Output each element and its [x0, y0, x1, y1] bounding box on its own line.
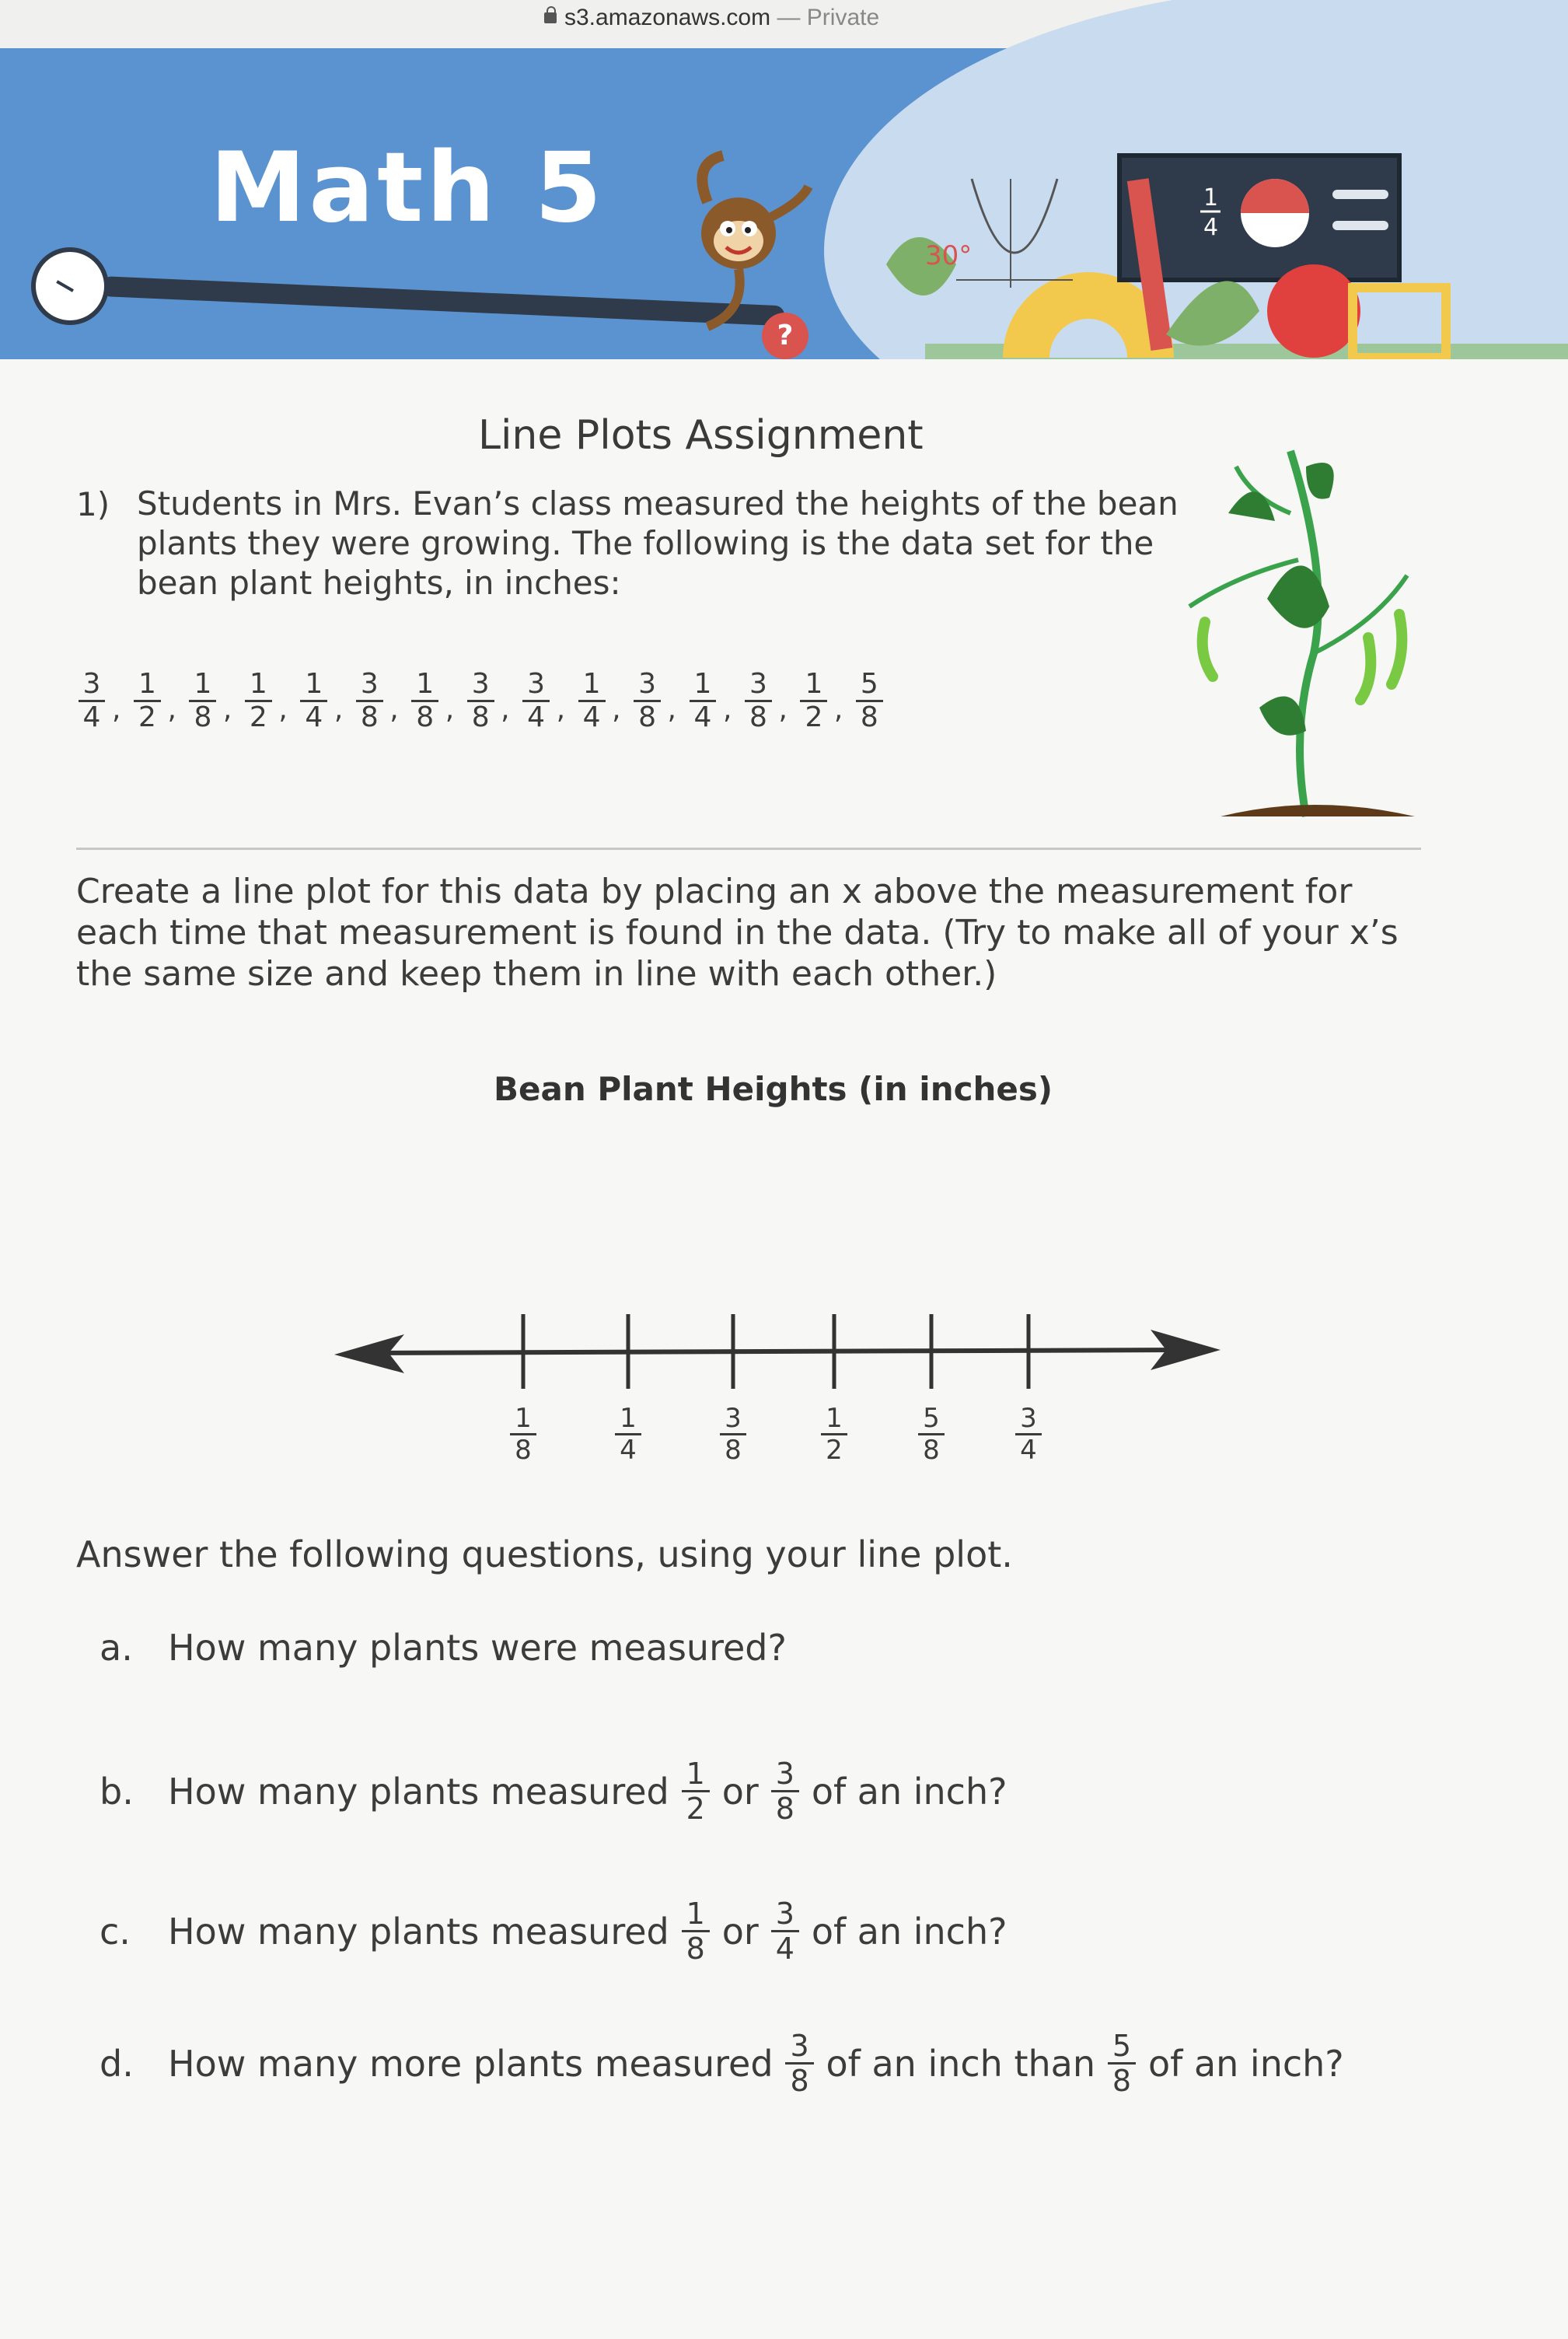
denominator: 8	[356, 700, 383, 733]
numerator: 3	[1020, 1403, 1037, 1434]
comma-separator: ,	[722, 694, 732, 725]
question-b-label: b.	[100, 1770, 134, 1813]
data-value	[521, 669, 552, 733]
apple-icon	[1267, 264, 1360, 358]
data-value	[576, 669, 607, 733]
question-a-label: a.	[100, 1627, 133, 1669]
question-b-connector: or	[721, 1770, 759, 1813]
numerator: 1	[582, 668, 601, 700]
numerator: 1	[686, 1757, 705, 1791]
denominator: 8	[411, 700, 438, 733]
comma-separator: ,	[278, 694, 288, 725]
comma-separator: ,	[222, 694, 232, 725]
question-1-number: 1)	[76, 485, 110, 523]
question-c-label: c.	[100, 1910, 131, 1953]
question-c-fraction-1	[680, 1897, 711, 1965]
denominator: 4	[522, 700, 550, 733]
bean-plant-icon	[1174, 420, 1423, 824]
data-value	[742, 669, 774, 733]
comma-separator: ,	[334, 694, 344, 725]
numerator: 1	[138, 668, 156, 700]
tick-label	[819, 1404, 850, 1465]
question-a	[100, 1627, 787, 1669]
question-d-connector: of an inch than	[826, 2042, 1095, 2085]
comma-separator: ,	[833, 694, 843, 725]
data-value	[798, 669, 829, 733]
help-button[interactable]: ?	[762, 313, 808, 359]
url-text: s3.amazonaws.com	[564, 5, 771, 30]
clock-icon	[31, 247, 109, 325]
comma-separator: ,	[167, 694, 176, 725]
numerator: 3	[749, 668, 767, 700]
question-c	[100, 1897, 1008, 1965]
denominator: 2	[682, 1790, 710, 1825]
monkey-mascot-icon	[661, 148, 816, 334]
numerator: 1	[515, 1403, 532, 1434]
data-value	[465, 669, 496, 733]
data-value	[76, 669, 107, 733]
denominator: 4	[771, 1930, 799, 1965]
question-1-text: Students in Mrs. Evan’s class measured the heights of the bean plants they were growing. The following is the data set for the bean plant heights, in inches:	[137, 484, 1179, 602]
denominator: 8	[634, 700, 661, 733]
numerator: 1	[194, 668, 212, 700]
data-value	[854, 669, 885, 733]
numerator: 5	[1112, 2029, 1132, 2063]
denominator: 8	[720, 1433, 746, 1465]
denominator: 2	[134, 700, 161, 733]
question-b-fraction-1	[680, 1757, 711, 1825]
section-divider	[76, 848, 1421, 850]
tick-fraction	[718, 1404, 749, 1465]
numerator: 3	[775, 1757, 794, 1791]
denominator: 4	[300, 700, 327, 733]
data-value	[687, 669, 718, 733]
question-d-label: d.	[100, 2042, 134, 2085]
denominator: 2	[821, 1433, 847, 1465]
tick-fraction	[1013, 1404, 1044, 1465]
denominator: 4	[79, 700, 106, 733]
private-label: — Private	[777, 5, 880, 30]
tick-fraction	[916, 1404, 947, 1465]
answer-instructions: Answer the following questions, using your line plot.	[76, 1533, 1013, 1575]
denominator: 4	[578, 700, 606, 733]
numerator: 1	[249, 668, 267, 700]
numerator: 1	[693, 668, 712, 700]
page-title: Math 5	[210, 132, 606, 244]
address-bar[interactable]	[544, 5, 879, 31]
numerator: 3	[471, 668, 490, 700]
numerator: 5	[860, 668, 878, 700]
question-d-fraction-2	[1106, 2030, 1137, 2097]
line-plot-title: Bean Plant Heights (in inches)	[494, 1070, 1053, 1108]
question-b	[100, 1757, 1008, 1825]
comma-separator: ,	[667, 694, 676, 725]
denominator: 8	[856, 700, 883, 733]
numerator: 3	[725, 1403, 742, 1434]
data-set	[76, 669, 885, 746]
angle-label: 30°	[925, 240, 973, 271]
comma-separator: ,	[445, 694, 455, 725]
comma-separator: ,	[501, 694, 510, 725]
leaf-icon	[1166, 281, 1259, 345]
question-a-text: How many plants were measured?	[168, 1627, 787, 1669]
numerator: 1	[416, 668, 435, 700]
numerator: 1	[620, 1403, 637, 1434]
numerator: 1	[805, 668, 823, 700]
denominator: 8	[771, 1790, 799, 1825]
worksheet-title: Line Plots Assignment	[478, 412, 924, 459]
denominator: 8	[1108, 2062, 1136, 2097]
numerator: 1	[826, 1403, 843, 1434]
data-value	[243, 669, 274, 733]
numerator: 3	[82, 668, 101, 700]
number-line[interactable]	[334, 1306, 1221, 1400]
chalkboard-fraction-den: 4	[1203, 214, 1219, 241]
numerator: 3	[790, 2029, 809, 2063]
numerator: 3	[775, 1897, 794, 1931]
comma-separator: ,	[112, 694, 121, 725]
question-c-suffix: of an inch?	[811, 1910, 1008, 1953]
data-value	[354, 669, 385, 733]
comma-separator: ,	[778, 694, 787, 725]
comma-separator: ,	[389, 694, 399, 725]
tick-label	[718, 1404, 749, 1465]
question-b-text: How many plants measured	[168, 1770, 669, 1813]
denominator: 8	[745, 700, 772, 733]
denominator: 8	[189, 700, 216, 733]
data-value	[299, 669, 330, 733]
question-d	[100, 2030, 1344, 2097]
tick-label	[916, 1404, 947, 1465]
denominator: 4	[690, 700, 717, 733]
lock-icon	[544, 12, 557, 23]
numerator: 5	[923, 1403, 940, 1434]
denominator: 4	[1015, 1433, 1042, 1465]
question-b-fraction-2	[770, 1757, 801, 1825]
data-value	[632, 669, 663, 733]
tick-label	[613, 1404, 644, 1465]
numerator: 3	[527, 668, 546, 700]
question-d-fraction-1	[784, 2030, 815, 2097]
data-value	[131, 669, 162, 733]
question-c-fraction-2	[770, 1897, 801, 1965]
tick-fraction	[819, 1404, 850, 1465]
numerator: 1	[305, 668, 323, 700]
numerator: 1	[686, 1897, 705, 1931]
denominator: 2	[245, 700, 272, 733]
denominator: 8	[918, 1433, 945, 1465]
number-line-axis	[365, 1350, 1182, 1353]
tick-fraction	[508, 1404, 539, 1465]
denominator: 4	[615, 1433, 641, 1465]
question-c-text: How many plants measured	[168, 1910, 669, 1953]
denominator: 2	[800, 700, 827, 733]
denominator: 8	[510, 1433, 536, 1465]
data-value	[187, 669, 218, 733]
denominator: 8	[785, 2062, 813, 2097]
numerator: 3	[638, 668, 656, 700]
tick-label	[1013, 1404, 1044, 1465]
data-value	[410, 669, 441, 733]
ruler-icon	[1353, 288, 1446, 358]
question-c-connector: or	[721, 1910, 759, 1953]
numerator: 3	[360, 668, 379, 700]
question-d-text: How many more plants measured	[168, 2042, 774, 2085]
question-d-suffix: of an inch?	[1148, 2042, 1344, 2085]
comma-separator: ,	[612, 694, 621, 725]
tick-label	[508, 1404, 539, 1465]
chalkboard-fraction-num: 1	[1203, 184, 1219, 212]
banner-decoration	[871, 148, 1555, 365]
question-b-suffix: of an inch?	[811, 1770, 1008, 1813]
denominator: 8	[682, 1930, 710, 1965]
denominator: 8	[467, 700, 494, 733]
comma-separator: ,	[556, 694, 566, 725]
tick-fraction	[613, 1404, 644, 1465]
line-plot-instructions: Create a line plot for this data by placing an x above the measurement for each time that measurement is found in the data. (Try to make all of your x’s the same size and keep them in line with each other.)	[76, 872, 1399, 994]
